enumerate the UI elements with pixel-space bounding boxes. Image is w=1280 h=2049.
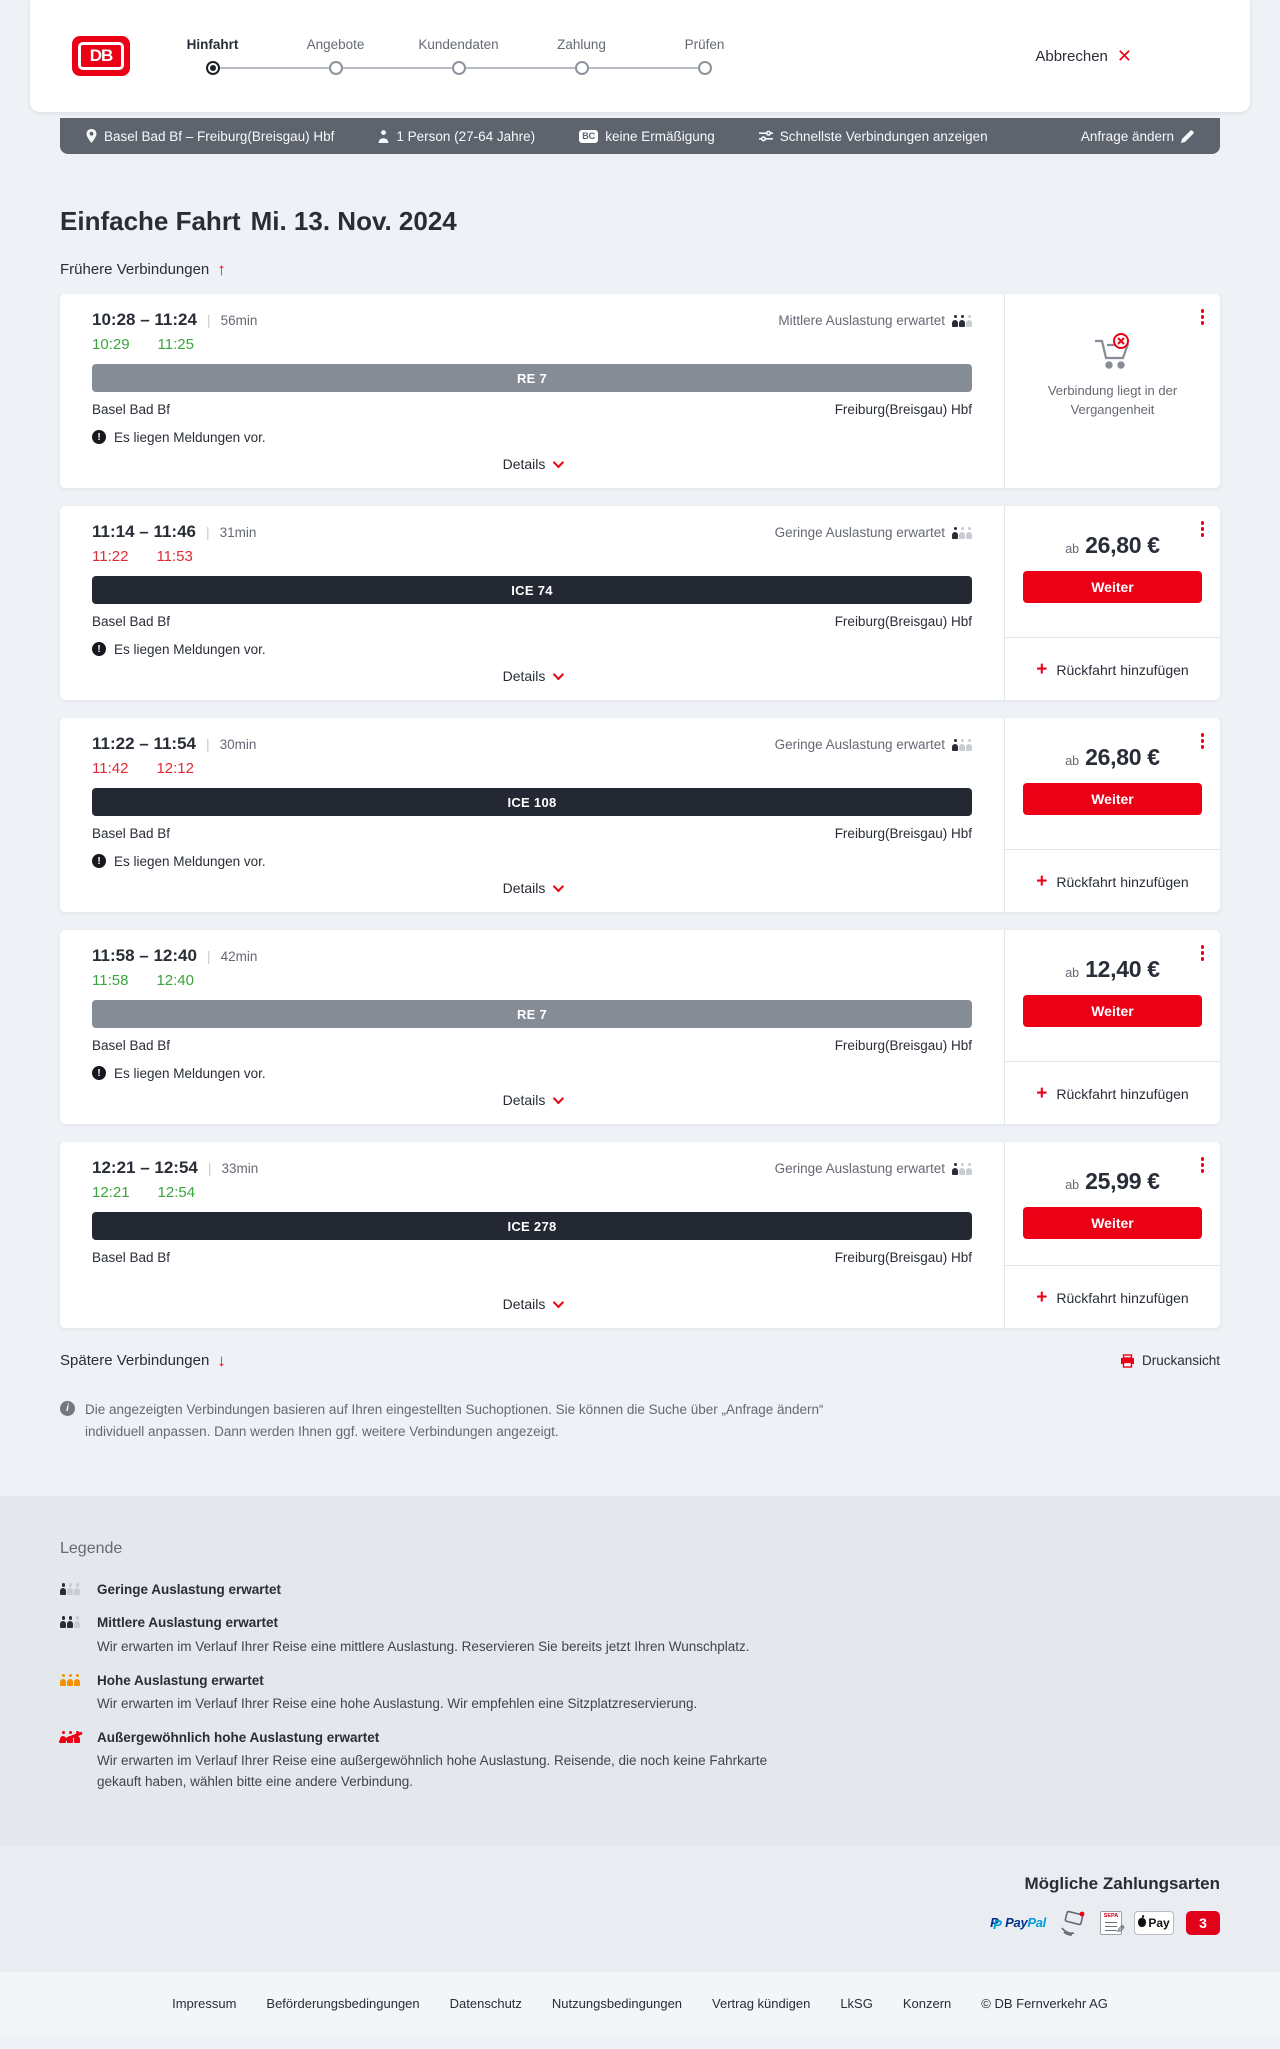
plus-icon: +	[1036, 871, 1048, 892]
arrival-station: Freiburg(Breisgau) Hbf	[834, 402, 972, 417]
train-label-bar: RE 7	[92, 1000, 972, 1028]
location-pin-icon	[86, 129, 97, 143]
step-connector	[712, 67, 767, 69]
weiter-button[interactable]: Weiter	[1023, 1207, 1202, 1239]
payment-section	[0, 1846, 1280, 1972]
arrival-station: Freiburg(Breisgau) Hbf	[834, 1038, 972, 1053]
legend-item-label: Geringe Auslastung erwartet	[97, 1582, 282, 1598]
connection-duration: 31min	[219, 525, 257, 540]
arrival-station: Freiburg(Breisgau) Hbf	[834, 826, 972, 841]
occupancy-indicator	[778, 313, 972, 328]
step-circle-icon	[206, 61, 220, 75]
query-passengers: 1 Person (27-64 Jahre)	[378, 129, 535, 144]
arrow-down-icon: ↓	[217, 1351, 226, 1370]
price	[1023, 744, 1202, 771]
occupancy-icon	[60, 1583, 80, 1595]
departure-station: Basel Bad Bf	[92, 826, 171, 841]
plus-icon: +	[1036, 1083, 1048, 1104]
occupancy-icon	[952, 739, 972, 751]
departure-station: Basel Bad Bf	[92, 1250, 171, 1265]
sliders-icon	[759, 130, 773, 142]
plus-icon: +	[1036, 659, 1048, 680]
credit-card-hand-icon	[1058, 1910, 1088, 1936]
step-connector	[274, 67, 329, 69]
offer-panel	[1004, 1142, 1220, 1328]
realtime-departure: 11:22	[92, 548, 129, 565]
occupancy-indicator	[775, 737, 972, 752]
offer-panel	[1004, 506, 1220, 700]
weiter-button[interactable]: Weiter	[1023, 571, 1202, 603]
connection-duration: 42min	[220, 949, 258, 964]
step-connector	[151, 67, 206, 69]
search-options-note: i Die angezeigten Verbindungen basieren auf Ihren eingestellten Suchoptionen. Sie können die Suche über „Anfrage ändern“ individuell anpassen. Dann werden Ihnen ggf. weitere Verbindungen angezeigt.	[60, 1399, 840, 1496]
step-connector	[343, 67, 398, 69]
realtime-departure: 10:29	[92, 336, 130, 353]
step-zahlung[interactable]	[520, 37, 643, 79]
step-connector	[466, 67, 521, 69]
occupancy-icon	[952, 315, 972, 327]
footer-link[interactable]: Beförderungsbedingungen	[266, 1996, 420, 2012]
query-summary-bar	[60, 118, 1220, 154]
step-connector	[220, 67, 275, 69]
query-route: Basel Bad Bf – Freiburg(Breisgau) Hbf	[86, 129, 334, 144]
price-prefix: ab	[1065, 754, 1080, 768]
price-value: 26,80 €	[1085, 532, 1160, 558]
footer-link[interactable]: Nutzungsbedingungen	[551, 1996, 683, 2012]
print-view-button[interactable]: Druckansicht	[1120, 1353, 1220, 1368]
connection-duration: 30min	[219, 737, 257, 752]
price-prefix: ab	[1065, 966, 1080, 980]
footer-link: © DB Fernverkehr AG	[981, 1996, 1108, 2012]
messages-label: Es liegen Meldungen vor.	[114, 1065, 266, 1081]
occupancy-icon	[952, 1163, 972, 1175]
bahncard-badge-icon: BC	[579, 130, 598, 143]
add-return-button[interactable]: + Rückfahrt hinzufügen	[1036, 1083, 1189, 1104]
step-circle-icon	[575, 61, 589, 75]
messages-label: Es liegen Meldungen vor.	[114, 429, 266, 445]
price-prefix: ab	[1065, 542, 1080, 556]
realtime-departure: 12:21	[92, 1184, 130, 1201]
offer-panel	[1004, 930, 1220, 1124]
chevron-down-icon	[553, 1297, 564, 1308]
journey-date: Mi. 13. Nov. 2024	[250, 206, 457, 236]
occupancy-icon	[60, 1674, 80, 1686]
step-label: Kundendaten	[418, 37, 499, 52]
step-label: Hinfahrt	[186, 37, 239, 52]
cancel-button[interactable]	[1035, 47, 1132, 65]
more-options-menu[interactable]	[1198, 518, 1208, 540]
weiter-button[interactable]: Weiter	[1023, 783, 1202, 815]
legend-item-label: Außergewöhnlich hohe Auslastung erwartet	[97, 1729, 380, 1745]
occupancy-indicator	[775, 1161, 972, 1176]
details-toggle[interactable]: Details	[503, 880, 562, 896]
realtime-departure: 11:42	[92, 760, 129, 777]
step-connector	[520, 67, 575, 69]
exclamation-icon: !	[92, 642, 106, 656]
step-label: Angebote	[306, 37, 365, 52]
exclamation-icon: !	[92, 854, 106, 868]
step-circle-icon	[698, 61, 712, 75]
page-footer	[0, 1972, 1280, 2036]
fastest-connections-toggle[interactable]: Schnellste Verbindungen anzeigen	[759, 129, 988, 144]
arrow-up-icon: ↑	[217, 260, 226, 279]
more-options-menu[interactable]	[1198, 1154, 1208, 1176]
journey-type: Einfache Fahrt	[60, 206, 241, 236]
legend-section	[0, 1496, 1280, 1846]
cancel-label: Abbrechen	[1035, 47, 1108, 65]
add-return-button[interactable]: + Rückfahrt hinzufügen	[1036, 871, 1189, 892]
connection-times: 12:21 – 12:54	[92, 1158, 198, 1177]
more-options-menu[interactable]	[1198, 306, 1208, 328]
legend-item-label: Hohe Auslastung erwartet	[97, 1672, 264, 1688]
footer-link[interactable]: Impressum	[172, 1996, 237, 2012]
app-header	[30, 0, 1250, 112]
past-connection-note: Verbindung liegt in der Vergangenheit	[1047, 383, 1178, 417]
legend-item	[60, 1613, 1220, 1657]
step-label: Prüfen	[684, 37, 725, 52]
occupancy-label: Mittlere Auslastung erwartet	[778, 313, 945, 328]
close-x-icon: ✕	[1116, 46, 1132, 66]
connection-duration: 56min	[220, 313, 258, 328]
paypal-icon: P P PayPal	[990, 1911, 1046, 1935]
departure-station: Basel Bad Bf	[92, 1038, 171, 1053]
red-3-payment-icon: 3	[1186, 1911, 1220, 1935]
connection-times: 10:28 – 11:24	[92, 310, 197, 329]
price	[1023, 1168, 1202, 1195]
price-value: 25,99 €	[1085, 1168, 1160, 1194]
printer-icon	[1120, 1354, 1135, 1368]
change-request-button[interactable]: Anfrage ändern	[1081, 129, 1194, 144]
footer-link[interactable]: Datenschutz	[449, 1996, 522, 2012]
step-circle-icon	[329, 61, 343, 75]
payment-title: Mögliche Zahlungsarten	[1024, 1873, 1220, 1893]
price-value: 26,80 €	[1085, 744, 1160, 770]
departure-station: Basel Bad Bf	[92, 614, 171, 629]
pencil-icon	[1181, 130, 1194, 143]
step-connector	[397, 67, 452, 69]
legend-item	[60, 1671, 1220, 1715]
more-options-menu[interactable]	[1198, 942, 1208, 964]
legend-items	[60, 1580, 1220, 1793]
realtime-times	[92, 760, 972, 780]
chevron-down-icon	[553, 881, 564, 892]
exclamation-icon: !	[92, 1066, 106, 1080]
exclamation-icon: !	[92, 430, 106, 444]
realtime-arrival: 12:54	[157, 1184, 196, 1201]
info-icon: i	[60, 1401, 75, 1416]
progress-steps	[151, 37, 766, 79]
db-logo-text: DB	[78, 42, 124, 70]
occupancy-icon	[952, 527, 972, 539]
chevron-down-icon	[553, 457, 564, 468]
realtime-departure: 11:58	[92, 972, 129, 989]
offer-panel	[1004, 718, 1220, 912]
connection-card: 12:21 – 12:54 | 33min Geringe Auslastung erwartet 12:21 12:54 ICE 278 Basel Bad Bf Freiburg(Breisgau) Hbf Details ab 25,99 € Weiter + Rückfahrt hinzufügen	[60, 1142, 1220, 1328]
realtime-arrival: 12:12	[156, 760, 194, 777]
occupancy-label: Geringe Auslastung erwartet	[774, 1161, 945, 1176]
step-kundendaten[interactable]	[397, 37, 520, 79]
later-connections-link[interactable]: Spätere Verbindungen ↓	[60, 1351, 226, 1370]
add-return-button[interactable]: + Rückfahrt hinzufügen	[1036, 1287, 1189, 1308]
legend-item	[60, 1728, 1220, 1793]
connection-card: 11:58 – 12:40 | 42min 11:58 12:40 RE 7 Basel Bad Bf Freiburg(Breisgau) Hbf ! Es liegen Meldungen vor. Details ab 12,40 € Weiter + Rückfahrt hinzufügen	[60, 930, 1220, 1124]
details-toggle[interactable]: Details	[503, 668, 562, 684]
realtime-times	[92, 1184, 972, 1204]
details-toggle[interactable]: Details	[503, 456, 562, 472]
sepa-lastschrift-icon: SEPA ✎	[1100, 1911, 1122, 1935]
add-return-button[interactable]: + Rückfahrt hinzufügen	[1036, 659, 1189, 680]
step-prüfen[interactable]	[643, 37, 766, 79]
arrival-station: Freiburg(Breisgau) Hbf	[834, 614, 972, 629]
apple-pay-icon: Pay	[1134, 1911, 1174, 1935]
legend-item-description: Wir erwarten im Verlauf Ihrer Reise eine hohe Auslastung. Wir empfehlen eine Sitzplatzreservierung.	[97, 1695, 698, 1711]
price	[1023, 532, 1202, 559]
realtime-times	[92, 548, 972, 568]
arrival-station: Freiburg(Breisgau) Hbf	[834, 1250, 972, 1265]
person-icon	[378, 130, 389, 143]
chevron-down-icon	[553, 669, 564, 680]
step-angebote[interactable]	[274, 37, 397, 79]
legend-item	[60, 1580, 1220, 1600]
step-label: Zahlung	[557, 37, 606, 52]
connection-times: 11:58 – 12:40	[92, 946, 197, 965]
messages-notice	[92, 428, 972, 446]
departure-station: Basel Bad Bf	[92, 402, 171, 417]
connection-times: 11:14 – 11:46	[92, 522, 196, 541]
footer-links	[0, 1996, 1280, 2011]
occupancy-label: Geringe Auslastung erwartet	[774, 525, 945, 540]
step-connector	[589, 67, 644, 69]
connection-list	[60, 294, 1220, 1328]
plus-icon: +	[1036, 1287, 1048, 1308]
connection-card: 11:22 – 11:54 | 30min Geringe Auslastung erwartet 11:42 12:12 ICE 108 Basel Bad Bf Freiburg(Breisgau) Hbf ! Es liegen Meldungen vor. Details ab 26,80 € Weiter + Rückfahrt hinzufügen	[60, 718, 1220, 912]
payment-icons-row	[60, 1910, 1220, 1936]
page-title	[60, 206, 1220, 237]
realtime-times	[92, 972, 972, 992]
occupancy-icon	[60, 1731, 80, 1743]
realtime-arrival: 11:53	[156, 548, 193, 565]
footer-link[interactable]: Konzern	[902, 1996, 952, 2012]
connection-times: 11:22 – 11:54	[92, 734, 196, 753]
step-connector	[643, 67, 698, 69]
earlier-connections-link[interactable]: Frühere Verbindungen ↑	[60, 260, 226, 279]
messages-notice	[92, 640, 972, 658]
realtime-times	[92, 336, 972, 356]
connection-card: 11:14 – 11:46 | 31min Geringe Auslastung erwartet 11:22 11:53 ICE 74 Basel Bad Bf Freiburg(Breisgau) Hbf ! Es liegen Meldungen vor. Details ab 26,80 € Weiter + Rückfahrt hinzufügen	[60, 506, 1220, 700]
legend-item-description: Wir erwarten im Verlauf Ihrer Reise eine außergewöhnlich hohe Auslastung. Reisende, die noch keine Fahrkarte gekauft haben, wählen bitte eine andere Verbindung.	[97, 1753, 768, 1789]
messages-notice	[92, 852, 972, 870]
footer-link[interactable]: Vertrag kündigen	[712, 1996, 811, 2012]
legend-title: Legende	[60, 1540, 123, 1558]
connection-duration: 33min	[221, 1161, 259, 1176]
train-label-bar: ICE 108	[92, 788, 972, 816]
offer-panel	[1004, 294, 1220, 488]
train-label-bar: ICE 278	[92, 1212, 972, 1240]
messages-label: Es liegen Meldungen vor.	[114, 641, 266, 657]
messages-label: Es liegen Meldungen vor.	[114, 853, 266, 869]
footer-link[interactable]: LkSG	[840, 1996, 873, 2012]
occupancy-icon	[60, 1616, 80, 1628]
weiter-button[interactable]: Weiter	[1023, 995, 1202, 1027]
step-hinfahrt[interactable]	[151, 37, 274, 79]
occupancy-indicator	[775, 525, 972, 540]
cart-unavailable-icon	[1090, 332, 1136, 374]
step-circle-icon	[452, 61, 466, 75]
chevron-down-icon	[553, 1093, 564, 1104]
connection-card: 10:28 – 11:24 | 56min Mittlere Auslastung erwartet 10:29 11:25 RE 7 Basel Bad Bf Freiburg(Breisgau) Hbf ! Es liegen Meldungen vor. Details Verbindung liegt in der Vergangenheit	[60, 294, 1220, 488]
train-label-bar: RE 7	[92, 364, 972, 392]
occupancy-label: Geringe Auslastung erwartet	[774, 737, 945, 752]
realtime-arrival: 11:25	[157, 336, 194, 353]
more-options-menu[interactable]	[1198, 730, 1208, 752]
messages-notice	[92, 1064, 972, 1082]
price-prefix: ab	[1065, 1178, 1080, 1192]
price-value: 12,40 €	[1085, 956, 1160, 982]
legend-item-label: Mittlere Auslastung erwartet	[97, 1615, 279, 1631]
details-toggle[interactable]: Details	[503, 1092, 562, 1108]
realtime-arrival: 12:40	[156, 972, 194, 989]
legend-item-description: Wir erwarten im Verlauf Ihrer Reise eine mittlere Auslastung. Reservieren Sie bereits jetzt Ihren Wunschplatz.	[97, 1638, 750, 1654]
price	[1023, 956, 1202, 983]
train-label-bar: ICE 74	[92, 576, 972, 604]
details-toggle[interactable]: Details	[503, 1296, 562, 1312]
db-logo	[72, 36, 130, 76]
query-discount: BC keine Ermäßigung	[579, 129, 715, 144]
